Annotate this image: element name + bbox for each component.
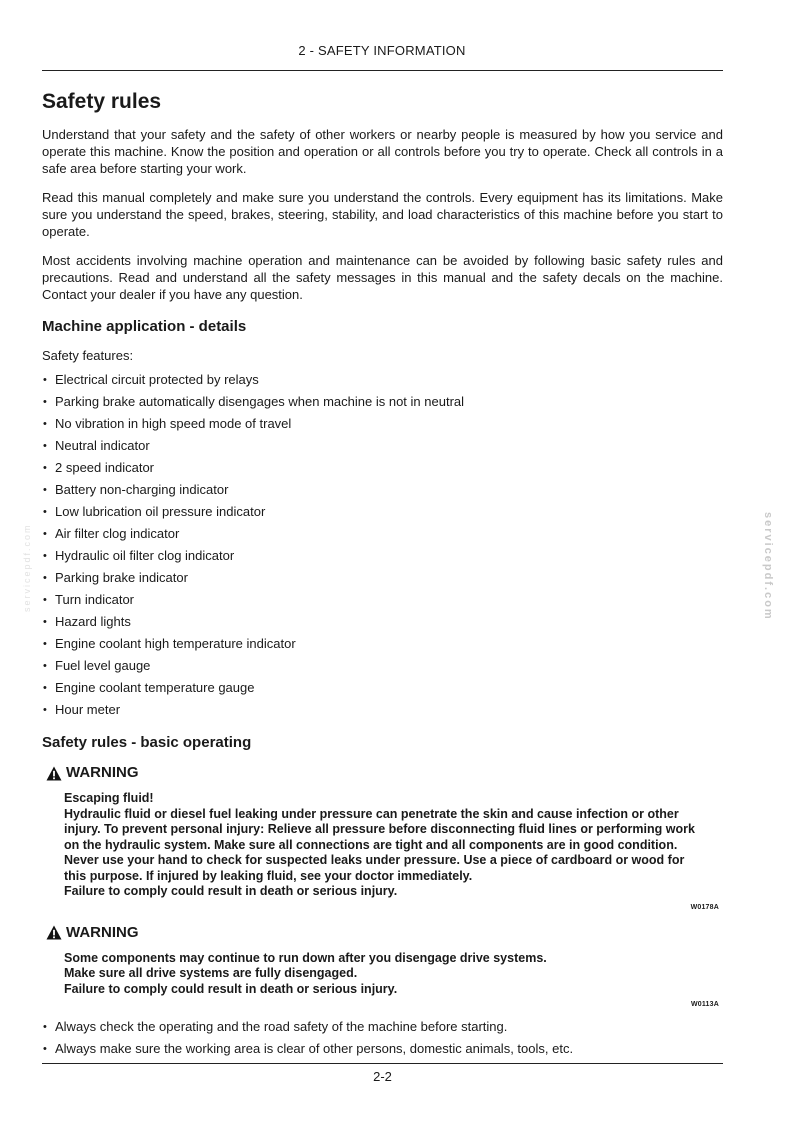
warning-line: Some components may continue to run down after you disengage drive systems. — [64, 950, 547, 965]
header-rule — [42, 70, 723, 71]
warning-label: WARNING — [66, 923, 139, 941]
operating-rules-list — [42, 1016, 723, 1060]
intro-paragraph: Read this manual completely and make sure you understand the controls. Every equipment has its limitations. Make sure you understand the speed, brakes, steering, stability, and load characteristics of this machine before you start to operate. — [42, 190, 723, 239]
warning-block-escaping-fluid — [46, 763, 723, 911]
footer-rule — [42, 1063, 723, 1064]
list-item: • Air filter clog indicator — [42, 523, 723, 545]
watermark-left: servicepdf.com — [22, 523, 32, 612]
list-item: • Turn indicator — [42, 589, 723, 611]
warning-header — [46, 923, 723, 943]
page-title: Safety rules — [42, 90, 162, 113]
running-head: 2 - SAFETY INFORMATION — [298, 43, 466, 58]
warning-line: Hydraulic fluid or diesel fuel leaking under pressure can penetrate the skin and cause infection or other injury. To prevent personal injury: Relieve all pressure before disconnecting fluid lines or performing work on the hydraulic system. Make sure all connections are tight and all components are in good condition. Never use your hand to check for suspected leaks under pressure. Use a piece of cardboard or wood for this purpose. If injured by leaking fluid, see your doctor immediately. — [64, 806, 695, 883]
list-item: • Hazard lights — [42, 611, 723, 633]
list-item: • Low lubrication oil pressure indicator — [42, 501, 723, 523]
section-heading-operating: Safety rules - basic operating — [42, 734, 252, 751]
warning-triangle-icon — [46, 925, 62, 940]
safety-features-lead: Safety features: — [42, 348, 134, 363]
list-item: • Parking brake indicator — [42, 567, 723, 589]
intro-paragraph: Understand that your safety and the safety of other workers or nearby people is measured by how you service and operate this machine. Know the position and operation or all controls before you try to operate. Check all controls in a safe area before starting your work. — [42, 127, 723, 176]
warning-line: Escaping fluid! — [64, 791, 154, 805]
warning-line: Make sure all drive systems are fully disengaged. — [64, 966, 358, 980]
warning-line: Failure to comply could result in death or serious injury. — [64, 981, 398, 996]
list-item: • Parking brake automatically disengages when machine is not in neutral — [42, 391, 723, 413]
page-content — [42, 88, 723, 1060]
list-item: • Engine coolant temperature gauge — [42, 677, 723, 699]
warning-text — [64, 951, 704, 998]
warning-triangle-icon — [46, 766, 62, 781]
warning-label: WARNING — [66, 764, 139, 781]
watermark-right: servicepdf.com — [762, 512, 774, 621]
intro-paragraph: Most accidents involving machine operation and maintenance can be avoided by following basic safety rules and precautions. Read and understand all the safety messages in this manual and the safety decals on the machine. Contact your dealer if you have any question. — [42, 253, 723, 302]
list-item: • Hour meter — [42, 699, 723, 721]
section-heading-application: Machine application - details — [42, 318, 247, 335]
list-item: • Fuel level gauge — [42, 655, 723, 677]
list-item: • Always make sure the working area is clear of other persons, domestic animals, tools, etc. — [42, 1038, 723, 1060]
safety-features-list — [42, 369, 723, 721]
list-item: • No vibration in high speed mode of travel — [42, 413, 723, 435]
list-item: • 2 speed indicator — [42, 457, 723, 479]
warning-header — [46, 763, 723, 783]
warning-code: W0178A — [690, 903, 719, 911]
page-number: 2-2 — [373, 1069, 392, 1084]
list-item: • Electrical circuit protected by relays — [42, 369, 723, 391]
warning-line: Failure to comply could result in death or serious injury. — [64, 884, 398, 898]
list-item: • Battery non-charging indicator — [42, 479, 723, 501]
list-item: • Hydraulic oil filter clog indicator — [42, 545, 723, 567]
warning-block-drive-systems — [46, 923, 723, 1009]
list-item: • Neutral indicator — [42, 435, 723, 457]
list-item: • Engine coolant high temperature indicator — [42, 633, 723, 655]
warning-text — [64, 791, 704, 900]
warning-code: W0113A — [690, 1001, 719, 1008]
list-item: • Always check the operating and the road safety of the machine before starting. — [42, 1016, 723, 1038]
